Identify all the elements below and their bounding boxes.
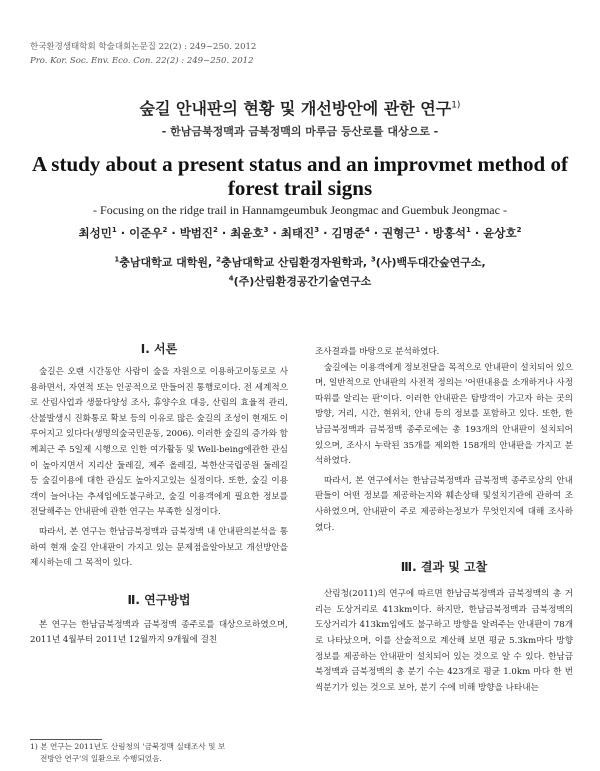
results-paragraph-1: [315, 587, 573, 696]
affiliation-text: 충남대학교 산림환경자원학과,: [220, 256, 371, 269]
text-line: 최근 주 5일제 시행으로 인한 여가활동 및 Well-being에: [38, 444, 252, 455]
author-name: 김명준: [331, 226, 365, 240]
title-footnote-mark: 1): [451, 100, 461, 111]
author-affiliation-mark: 2: [516, 226, 522, 235]
footnote: [30, 741, 288, 765]
running-head-english: Pro. Kor. Soc. Env. Eco. Con. 22(2) : 249~250. 2012: [30, 56, 254, 66]
text-line: 숲길은 오랜 시간동안 사람이 숲을 자원으로 이용하고: [39, 367, 243, 377]
text-line: 치되어 있으며, 일반적으로 안내판의 사전적 정의는 '어떤: [315, 362, 573, 389]
affiliation-text: (사)백두대간숲연구소,: [375, 256, 486, 269]
author-name: 최윤호: [230, 226, 264, 240]
running-head-korean: 한국환경생태학회 학술대회논문집 22(2) : 249~250. 2012: [30, 42, 257, 52]
text-line: 고 분석하였다.: [315, 440, 573, 467]
text-line: 있는 실정이다. 또한, 숲길 이용객이 늘어나는 추세임에도: [30, 476, 288, 502]
text-line: 맥의 총 거리는 도상거리로 413km이다. 하지만, 한남금북: [315, 589, 573, 615]
title-english-line-2: forest trail signs: [227, 176, 373, 200]
text-line: 으며, 조사시 누락된 35개를 제외한 158개의 안내판을 가지: [323, 440, 553, 451]
methods-paragraph-2: [315, 361, 573, 470]
running-head: [30, 40, 256, 68]
text-line: 판에 관한 연구는 부족한 실정이다.: [90, 507, 221, 518]
footnote-rule: [30, 739, 102, 740]
author-name: 최성민: [78, 226, 112, 240]
introduction-paragraph-1: [30, 365, 288, 521]
footnote-line-1: 1) 본 연구는 2011년도 산림청의 '금북정맥 실태조사 및 보: [30, 742, 226, 751]
text-line: 판이 설치되어 있는 것으로 알 수 있다. 한남금북정맥과 금북: [315, 651, 573, 678]
affiliation-line-2: [0, 273, 600, 289]
text-line: 정보가 무엇인지에 대해 조사하였다.: [315, 506, 573, 533]
author-name: 이준우: [129, 226, 163, 240]
author-list: 최성민$^1$ · 이준우$^2$ · 박범진$^2$ · 최윤호$^3$ · 최태진$^3$ · 김명준$^4$ · 권형근$^1$ · 방홍석$^1$ · 윤상호$^2$: [78, 226, 522, 240]
section-heading-results: Ⅲ. 결과 및 고찰: [400, 560, 488, 575]
title-english: [0, 152, 600, 200]
affiliation-line-1: [0, 254, 600, 270]
right-column: [315, 345, 573, 696]
methods-paragraph-3: [315, 474, 573, 536]
author-name: 방홍석: [432, 226, 466, 240]
methods-paragraph-continued: [315, 345, 573, 361]
text-line: 관한 관심이 높아지면서 지리산 둘레길, 제주 올레길, 북한: [30, 444, 288, 471]
text-line: 상의 안내판들이 어떤 정보를 제공하는지와 훼손상태 및: [315, 475, 573, 502]
text-line: 이동로로 사용하면서, 자연적 또는 인공적으로 만들어진 통: [30, 367, 288, 393]
text-line: 불구하고, 숲길 이용객에게 필요한 정보를 전달해주는 안내: [30, 491, 288, 518]
text-line: 양수요 대응, 산림의 효율적 관리, 산불발생시 진화통로 확: [30, 398, 288, 424]
affiliation-mark: 1: [114, 255, 120, 264]
text-line: 보 등의 이유로 많은 숲길의 조성이 현재도 이루어지고 있다: [30, 413, 288, 440]
title-english-line-1: A study about a present status and an improvmet method of: [32, 152, 568, 176]
text-line: 하였으며, 2011년 4월부터 2011년 12월까지 9개월에 걸친: [30, 619, 288, 646]
section-heading-introduction: Ⅰ. 서론: [140, 342, 178, 356]
text-line: 정맥과 금북정맥의 도상거리가 413km임에도 불구하고 방: [315, 604, 573, 631]
text-line: 내판은 탐방객이 가고자 하는 곳의 방향, 거리, 시간, 현: [315, 393, 573, 420]
author-affiliation-mark: 2: [213, 226, 218, 235]
text-line: 산림청(2011)의 연구에 따르면 한남금북정맥과 금북정: [324, 589, 533, 600]
author-affiliation-mark: 1: [415, 226, 421, 235]
text-line: 위치, 안내 등의 정보를 포함하고 있다. 또한, 한남금북정맥: [315, 409, 573, 435]
author-affiliation-mark: 3: [314, 226, 320, 235]
author-affiliation-mark: 1: [111, 226, 117, 235]
affiliation-mark: 4: [228, 274, 234, 283]
author-affiliation-mark: 1: [466, 226, 471, 235]
introduction-paragraph-2: [30, 525, 288, 572]
text-line: 분석을 통하여 현재 숲길 안내판이 가지고 있는 문제점을: [30, 526, 288, 553]
subtitle-english: - Focusing on the ridge trail in Hannamgeumbuk Jeongmac and Guembuk Jeongmac -: [93, 203, 507, 217]
author-name: 권형근: [382, 226, 416, 240]
footnote-line-2: 전방안 연구'의 일환으로 수행되었음.: [40, 754, 162, 763]
author-name: 최태진: [280, 226, 315, 240]
text-line: 따라서, 본 연구에서는 한남금북정맥과 금북정맥 종주로: [324, 475, 537, 486]
subtitle-korean: - 한남금북정맥과 금북정맥의 마루금 등산로를 대상으로 -: [161, 125, 439, 138]
text-line: 산국립공원 둘레길 등 숲길이용에 대한 관심도 높아지고: [30, 460, 288, 487]
text-line: 내용을 소개하거나 사정 따위를 알리는 판'이다. 이러한 안: [315, 378, 573, 404]
author-affiliation-mark: 3: [263, 226, 269, 235]
text-line: 숲길에는 이용객에게 정보전달을 목적으로 안내판이 설: [324, 362, 529, 373]
text-line: 따라서, 본 연구는 한남금북정맥과 금북정맥 내 안내판의: [39, 526, 252, 537]
affiliation-mark: 2: [216, 255, 221, 264]
text-line: 로 계산해 보면 평균 5.3km마다 방향정보를 제공하는 안내: [315, 635, 573, 662]
section-heading-methods: Ⅱ. 연구방법: [127, 592, 191, 607]
author-affiliation-mark: 4: [364, 226, 370, 235]
text-line: 행로이다. 전 세계적으로 산림사업과 생물다양성 조사, 휴: [30, 382, 288, 409]
affiliation-text: (주)산림환경공간기술연구소: [233, 275, 372, 288]
title-korean: [0, 96, 600, 119]
title-korean-text: 숲길 안내판의 현황 및 개선방안에 관한 연구: [139, 99, 452, 118]
author-affiliation-mark: 2: [162, 226, 168, 235]
text-line: 설치기관에 관하여 조사하였으며, 안내판이 주로 제공하는: [315, 491, 573, 517]
author-name: 윤상호: [483, 226, 517, 240]
author-name: 박범진: [179, 226, 214, 240]
affiliation-text: 충남대학교 대학원,: [119, 256, 217, 269]
methods-paragraph-1: [30, 618, 288, 649]
text-line: 다(생명의숲국민운동, 2006). 이러한 숲길의 증가와 함께: [30, 429, 288, 455]
text-line: 정맥의 총 분기 수는 423개로 평균 1.0km 마다 한 번씩: [315, 667, 574, 693]
text-line: 알아보고 개선방안을 제시하는데 그 목적이 있다.: [30, 542, 289, 569]
text-line: 분기가 있는 것으로 보아, 분기 수에 비해 방향을 나타내는: [323, 682, 539, 693]
affiliation-mark: 3: [370, 255, 376, 264]
text-line: 향을 알려주는 안내판이 78개로 나타났으며, 이를 산술적으: [315, 620, 573, 646]
text-line: 본 연구는 한남금북정맥과 금북정맥 종주로를 대상으로: [39, 619, 253, 630]
text-line: 과 금북정맥 종주로에는 총 193개의 안내판이 설치되어 있: [315, 424, 573, 451]
text-line: 조사결과를 바탕으로 분석하였다.: [315, 347, 440, 357]
left-column: [30, 340, 288, 649]
